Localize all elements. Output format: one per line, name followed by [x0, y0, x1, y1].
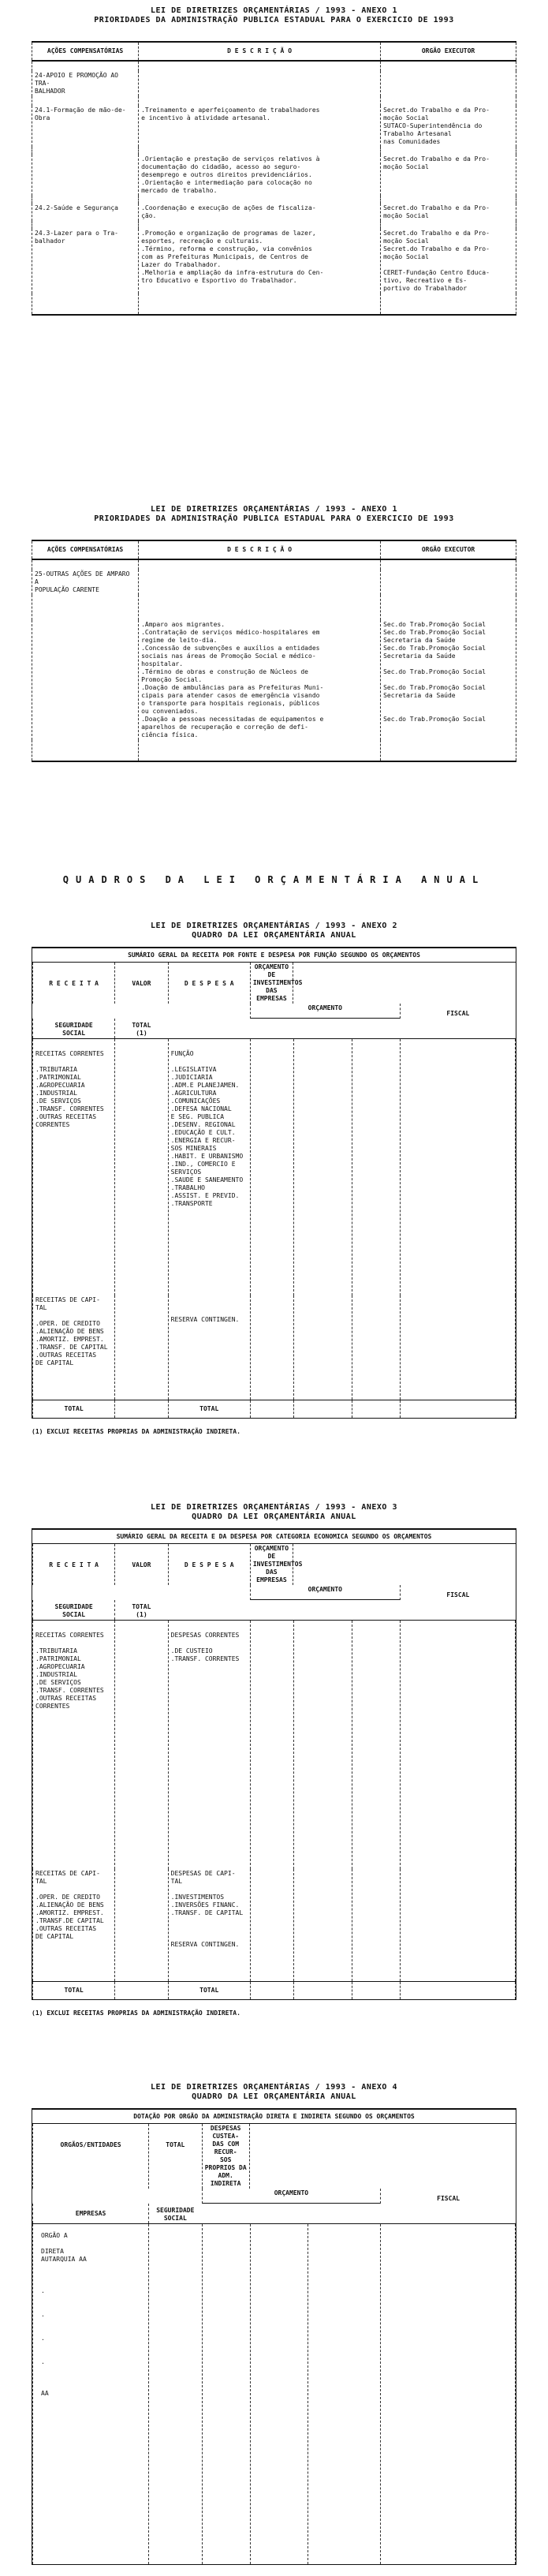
- quadros-title: QUADROS DA LEI ORÇAMENTÁRIA ANUAL: [62, 874, 486, 885]
- col-descricao-header: D E S C R I Ç Ã O: [139, 540, 381, 559]
- annex2-title: LEI DE DIRETRIZES ORÇAMENTÁRIAS / 1993 - ANEXO 2: [151, 922, 397, 930]
- col-receita-header: R E C E I T A: [32, 963, 114, 1004]
- cell-action: 24.2-Saúde e Segurança: [32, 204, 139, 221]
- annex1b-title: LEI DE DIRETRIZES ORÇAMENTÁRIAS / 1993 - ANEXO 1: [151, 505, 397, 514]
- annex1a-title: LEI DE DIRETRIZES ORÇAMENTÁRIAS / 1993 - ANEXO 1: [151, 6, 397, 15]
- cell-action: 24.1-Formação de mão-de- Obra: [32, 106, 139, 147]
- col-descricao-header: D E S C R I Ç Ã O: [139, 42, 381, 61]
- col-total-header: TOTAL: [148, 2124, 201, 2189]
- orcamento-header: ORÇAMENTO: [202, 2189, 381, 2204]
- col-despesas-proprias-header: DESPESAS CUSTEA- DAS COM RECUR- SOS PROPRIOS DA ADM. INDIRETA: [202, 2124, 250, 2189]
- annex3-table-title: SUMÁRIO GERAL DA RECEITA E DA DESPESA POR CATEGORIA ECONOMICA SEGUNDO OS ORÇAMENTOS: [32, 1529, 516, 1544]
- annex4-section: [32, 2083, 516, 2565]
- total-despesa-label: TOTAL: [168, 1400, 250, 1418]
- cell-action: 25-OUTRAS AÇÕES DE AMPARO A POPULAÇÃO CARENTE: [32, 570, 139, 595]
- annex4-table: [32, 2108, 516, 2565]
- reserva-contingencia: RESERVA CONTINGEN.: [168, 1295, 250, 1400]
- col-fiscal-header: FISCAL: [400, 1004, 516, 1019]
- despesas-capital-list: DESPESAS DE CAPI- TAL .INVESTIMENTOS .INVERSÕES FINANC. .TRANSF. DE CAPITAL RESERVA CONTINGEN.: [168, 1869, 250, 1981]
- receitas-capital-list: RECEITAS DE CAPI- TAL .OPER. DE CREDITO .ALIENAÇÃO DE BENS .AMORTIZ. EMPREST. .TRANSF. DE CAPITAL .OUTRAS RECEITAS DE CAPITAL: [32, 1295, 114, 1400]
- cell-description: .Treinamento e aperfeiçoamento de trabalhadores e incentivo à atividade artesanal.: [139, 106, 381, 147]
- annex2-table-title: SUMÁRIO GERAL DA RECEITA POR FONTE E DESPESA POR FUNÇÃO SEGUNDO OS ORÇAMENTOS: [32, 948, 516, 963]
- annex4-title: LEI DE DIRETRIZES ORÇAMENTÁRIAS / 1993 - ANEXO 4: [151, 2083, 397, 2092]
- cell-executor: Secret.do Trabalho e da Pro- moção Social: [381, 155, 516, 196]
- receitas-correntes-list: RECEITAS CORRENTES .TRIBUTARIA .PATRIMONIAL .AGROPECUARIA .INDUSTRIAL .DE SERVIÇOS .TRANSF. CORRENTES .OUTRAS RECEITAS CORRENTES: [32, 1039, 114, 1295]
- col-orgaos-header: ORGÃOS/ENTIDADES: [32, 2124, 148, 2189]
- cell-executor: Secret.do Trabalho e da Pro- moção Social: [381, 204, 516, 221]
- col-valor-header: VALOR: [114, 1544, 167, 1585]
- annex2-subtitle: QUADRO DA LEI ORÇAMENTÁRIA ANUAL: [192, 931, 356, 940]
- annex3-table: [32, 1528, 516, 2000]
- total-despesa-label: TOTAL: [168, 1982, 250, 1999]
- col-acoes-header: AÇÕES COMPENSATÓRIAS: [32, 540, 139, 559]
- cell-executor: Secret.do Trabalho e da Pro- moção Social SUTACO-Superintendência do Trabalho Artesanal nas Comunidades: [381, 106, 516, 147]
- col-fiscal-header: FISCAL: [400, 1585, 516, 1600]
- cell-description: .Coordenação e execução de ações de fiscaliza- ção.: [139, 204, 381, 221]
- annex3-section: [32, 1503, 516, 2017]
- cell-action: 24-APOIO E PROMOÇÃO AO TRA- BALHADOR: [32, 71, 139, 96]
- annex3-footnote: (1) EXCLUI RECEITAS PROPRIAS DA ADMINISTRAÇÃO INDIRETA.: [32, 2010, 240, 2017]
- annex1b-subtitle: PRIORIDADES DA ADMINISTRAÇÃO PUBLICA ESTADUAL PARA O EXERCICIO DE 1993: [94, 514, 454, 523]
- col-valor-header: VALOR: [114, 963, 167, 1004]
- annex1a-table: [32, 41, 516, 316]
- annex1a-subtitle: PRIORIDADES DA ADMINISTRAÇÃO PUBLICA ESTADUAL PARA O EXERCICIO DE 1993: [94, 16, 454, 24]
- col-total-header: TOTAL (1): [114, 1019, 167, 1038]
- orcamento-header: ORÇAMENTO: [250, 1585, 400, 1600]
- col-invest-header: ORÇAMENTO DE INVESTIMENTOS DAS EMPRESAS: [250, 963, 293, 1004]
- col-orgao-header: ORGÃO EXECUTOR: [381, 42, 516, 61]
- annex4-subtitle: QUADRO DA LEI ORÇAMENTÁRIA ANUAL: [192, 2092, 356, 2101]
- col-seguridade-header: SEGURIDADE SOCIAL: [32, 1600, 114, 1620]
- col-acoes-header: AÇÕES COMPENSATÓRIAS: [32, 42, 139, 61]
- col-seguridade-header: SEGURIDADE SOCIAL: [32, 1019, 114, 1038]
- total-receita-label: TOTAL: [32, 1982, 114, 1999]
- col-despesa-header: D E S P E S A: [168, 1544, 250, 1585]
- despesas-correntes-list: DESPESAS CORRENTES .DE CUSTEIO .TRANSF. CORRENTES: [168, 1621, 250, 1869]
- col-despesa-header: D E S P E S A: [168, 963, 250, 1004]
- annex3-title: LEI DE DIRETRIZES ORÇAMENTÁRIAS / 1993 - ANEXO 3: [151, 1503, 397, 1512]
- annex1-section-a: [32, 6, 516, 316]
- annex1b-table: [32, 540, 516, 762]
- col-receita-header: R E C E I T A: [32, 1544, 114, 1585]
- cell-executor: Sec.do Trab.Promoção Social Sec.do Trab.Promoção Social Secretaria da Saúde Sec.do Trab.Promoção Social Secretaria da Saúde Sec.do Trab.Promoção Social Sec.do Trab.Promoção Social Secretaria da Saúde Sec.do Trab.Promoção Social: [381, 620, 516, 740]
- col-total-header: TOTAL (1): [114, 1600, 167, 1620]
- orgaos-list: ORGÃO A DIRETA AUTARQUIA AA . . . . AA: [32, 2224, 148, 2564]
- orcamento-header: ORÇAMENTO: [250, 1004, 400, 1019]
- receitas-capital-list: RECEITAS DE CAPI- TAL .OPER. DE CREDITO .ALIENAÇÃO DE BENS .AMORTIZ. EMPREST. .TRANSF.DE CAPITAL .OUTRAS RECEITAS DE CAPITAL: [32, 1869, 114, 1981]
- annex1-section-b: [32, 505, 516, 762]
- annex2-table: [32, 947, 516, 1419]
- col-orgao-header: ORGÃO EXECUTOR: [381, 540, 516, 559]
- cell-description: .Amparo aos migrantes. .Contratação de serviços médico-hospitalares em regime de leito-dia. .Concessão de subvenções e auxílios a entidades sociais nas áreas de Promoção Social e médico- hospitalar. .Término de obras e construção de Núcleos de Promoção Social. .Doação de ambulâncias para as Prefeituras Muni- cipais para atender casos de emergência visando o transporte para hospitais regionais, públicos ou conveniados. .Doação a pessoas necessitadas de equipamentos e aparelhos de recuperação e correção de defi- ciência física.: [139, 620, 381, 740]
- col-fiscal-header: FISCAL: [380, 2189, 516, 2204]
- cell-description: .Promoção e organização de programas de lazer, esportes, recreação e culturais. .Término, reforma e construção, via convênios com as Prefeituras Municipais, de Centros de Lazer do Trabalhador. .Melhoria e ampliação da infra-estrutura do Cen- tro Educativo e Esportivo do Trabalhador.: [139, 229, 381, 293]
- despesa-funcao-list: FUNÇÃO .LEGISLATIVA .JUDICIARIA .ADM.E PLANEJAMEN. .AGRICULTURA .COMUNICAÇÕES .DEFESA NACIONAL E SEG. PUBLICA .DESENV. REGIONAL .EDUCAÇÃO E CULT. .ENERGIA E RECUR- SOS MINERAIS .HABIT. E URBANISMO .IND., COMERCIO E SERVIÇOS .SAUDE E SANEAMENTO .TRABALHO .ASSIST. E PREVID. .TRANSPORTE: [168, 1039, 250, 1295]
- cell-action: 24.3-Lazer para o Tra- balhador: [32, 229, 139, 293]
- cell-executor: Secret.do Trabalho e da Pro- moção Social Secret.do Trabalho e da Pro- moção Social CERET-Fundação Centro Educa- tivo, Recreativo e Es- portivo do Trabalhador: [381, 229, 516, 293]
- annex4-table-title: DOTAÇÃO POR ORGÃO DA ADMINISTRAÇÃO DIRETA E INDIRETA SEGUNDO OS ORÇAMENTOS: [32, 2109, 516, 2124]
- annex2-footnote: (1) EXCLUI RECEITAS PROPRIAS DA ADMINISTRAÇÃO INDIRETA.: [32, 1428, 240, 1435]
- total-receita-label: TOTAL: [32, 1400, 114, 1418]
- col-invest-header: ORÇAMENTO DE INVESTIMENTOS DAS EMPRESAS: [250, 1544, 293, 1585]
- annex2-section: [32, 922, 516, 1435]
- col-empresas-header: EMPRESAS: [32, 2204, 148, 2223]
- receitas-correntes-list: RECEITAS CORRENTES .TRIBUTARIA .PATRIMONIAL .AGROPECUARIA .INDUSTRIAL .DE SERVIÇOS .TRANSF. CORRENTES .OUTRAS RECEITAS CORRENTES: [32, 1621, 114, 1869]
- annex3-subtitle: QUADRO DA LEI ORÇAMENTÁRIA ANUAL: [192, 1512, 356, 1521]
- col-seguridade-header: SEGURIDADE SOCIAL: [148, 2204, 201, 2223]
- cell-description: .Orientação e prestação de serviços relativos à documentação do cidadão, acesso ao seguro- desemprego e outros direitos previdenciários. .Orientação e intermediação para colocação no mercado de trabalho.: [139, 155, 381, 196]
